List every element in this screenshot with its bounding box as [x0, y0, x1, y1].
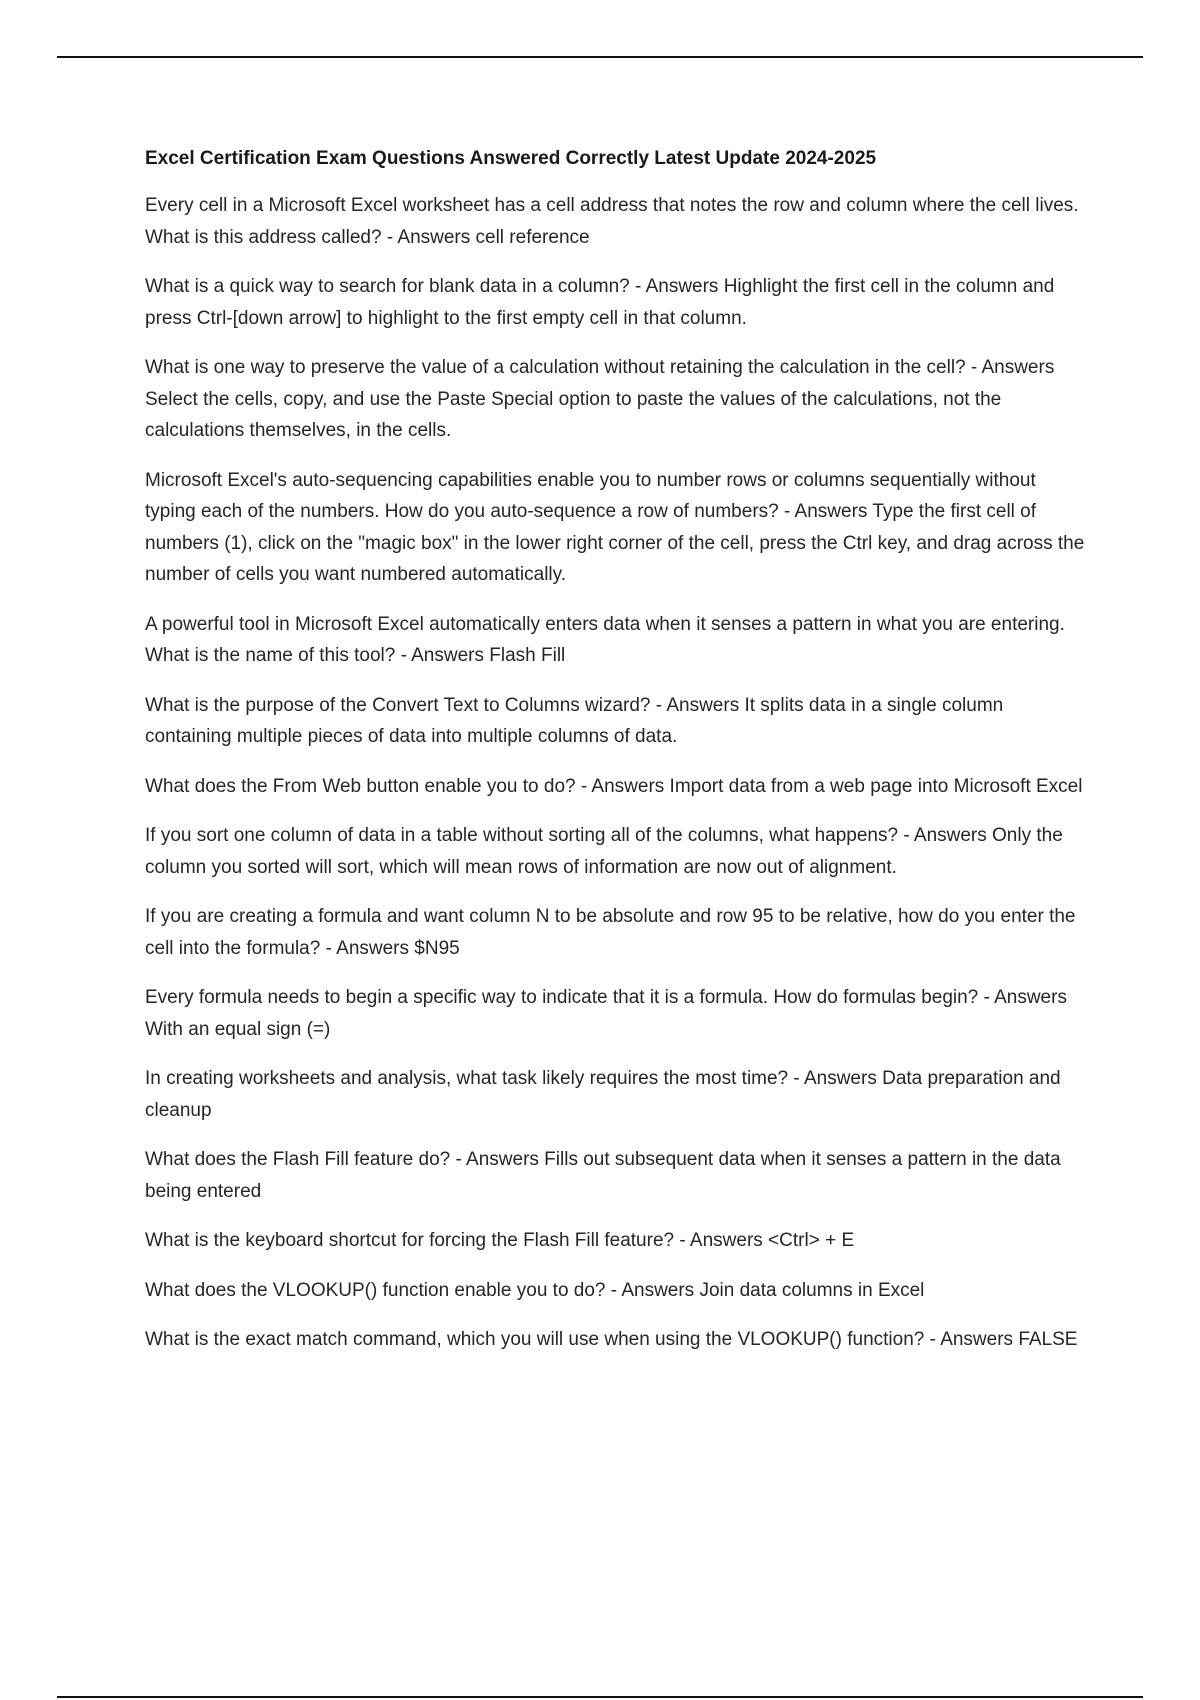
document-body: [145, 144, 1090, 1374]
qa-item: What is the purpose of the Convert Text to Columns wizard? - Answers It splits data in a single column containing multiple pieces of data into multiple columns of data.: [145, 694, 1004, 747]
qa-item: If you sort one column of data in a table without sorting all of the columns, what happens? - Answers Only the column you sorted will sort, which will mean rows of information are now out of alignment.: [145, 825, 1063, 878]
qa-item: Microsoft Excel's auto-sequencing capabilities enable you to number rows or columns sequentially without typing each of the numbers. How do you auto-sequence a row of numbers? - Answers Type the first cell of numbers (1), click on the "magic box" in the lower right corner of the cell, press the Ctrl key, and drag across the number of cells you want numbered automatically.: [145, 469, 1085, 585]
qa-item: What does the Flash Fill feature do? - Answers Fills out subsequent data when it senses a pattern in the data being entered: [145, 1149, 1061, 1202]
qa-item: A powerful tool in Microsoft Excel automatically enters data when it senses a pattern in what you are entering. What is the name of this tool? - Answers Flash Fill: [145, 613, 1065, 666]
document-title: Excel Certification Exam Questions Answered Correctly Latest Update 2024-2025: [145, 148, 877, 169]
header-rule: [57, 56, 1143, 58]
qa-item: What does the VLOOKUP() function enable you to do? - Answers Join data columns in Excel: [145, 1279, 925, 1301]
qa-item: What is the keyboard shortcut for forcing the Flash Fill feature? - Answers <Ctrl> + E: [145, 1230, 855, 1251]
qa-item: What is a quick way to search for blank data in a column? - Answers Highlight the first cell in the column and press Ctrl-[down arrow] to highlight to the first empty cell in that column.: [145, 276, 1055, 329]
qa-item: What is the exact match command, which you will use when using the VLOOKUP() function? - Answers FALSE: [145, 1329, 1078, 1350]
qa-list: [145, 190, 1090, 1356]
footer-rule: [57, 1696, 1143, 1698]
qa-item: What is one way to preserve the value of a calculation without retaining the calculation in the cell? - Answers Select the cells, copy, and use the Paste Special option to paste the values of the calculations, not the calculations themselves, in the cells.: [145, 357, 1055, 441]
qa-item: Every formula needs to begin a specific way to indicate that it is a formula. How do formulas begin? - Answers With an equal sign (=): [145, 987, 1067, 1040]
qa-item: What does the From Web button enable you to do? - Answers Import data from a web page into Microsoft Excel: [145, 775, 1083, 797]
qa-item: Every cell in a Microsoft Excel worksheet has a cell address that notes the row and column where the cell lives. What is this address called? - Answers cell reference: [145, 195, 1079, 248]
qa-item: If you are creating a formula and want column N to be absolute and row 95 to be relative, how do you enter the cell into the formula? - Answers $N95: [145, 906, 1076, 959]
qa-item: In creating worksheets and analysis, what task likely requires the most time? - Answers Data preparation and cleanup: [145, 1068, 1061, 1121]
